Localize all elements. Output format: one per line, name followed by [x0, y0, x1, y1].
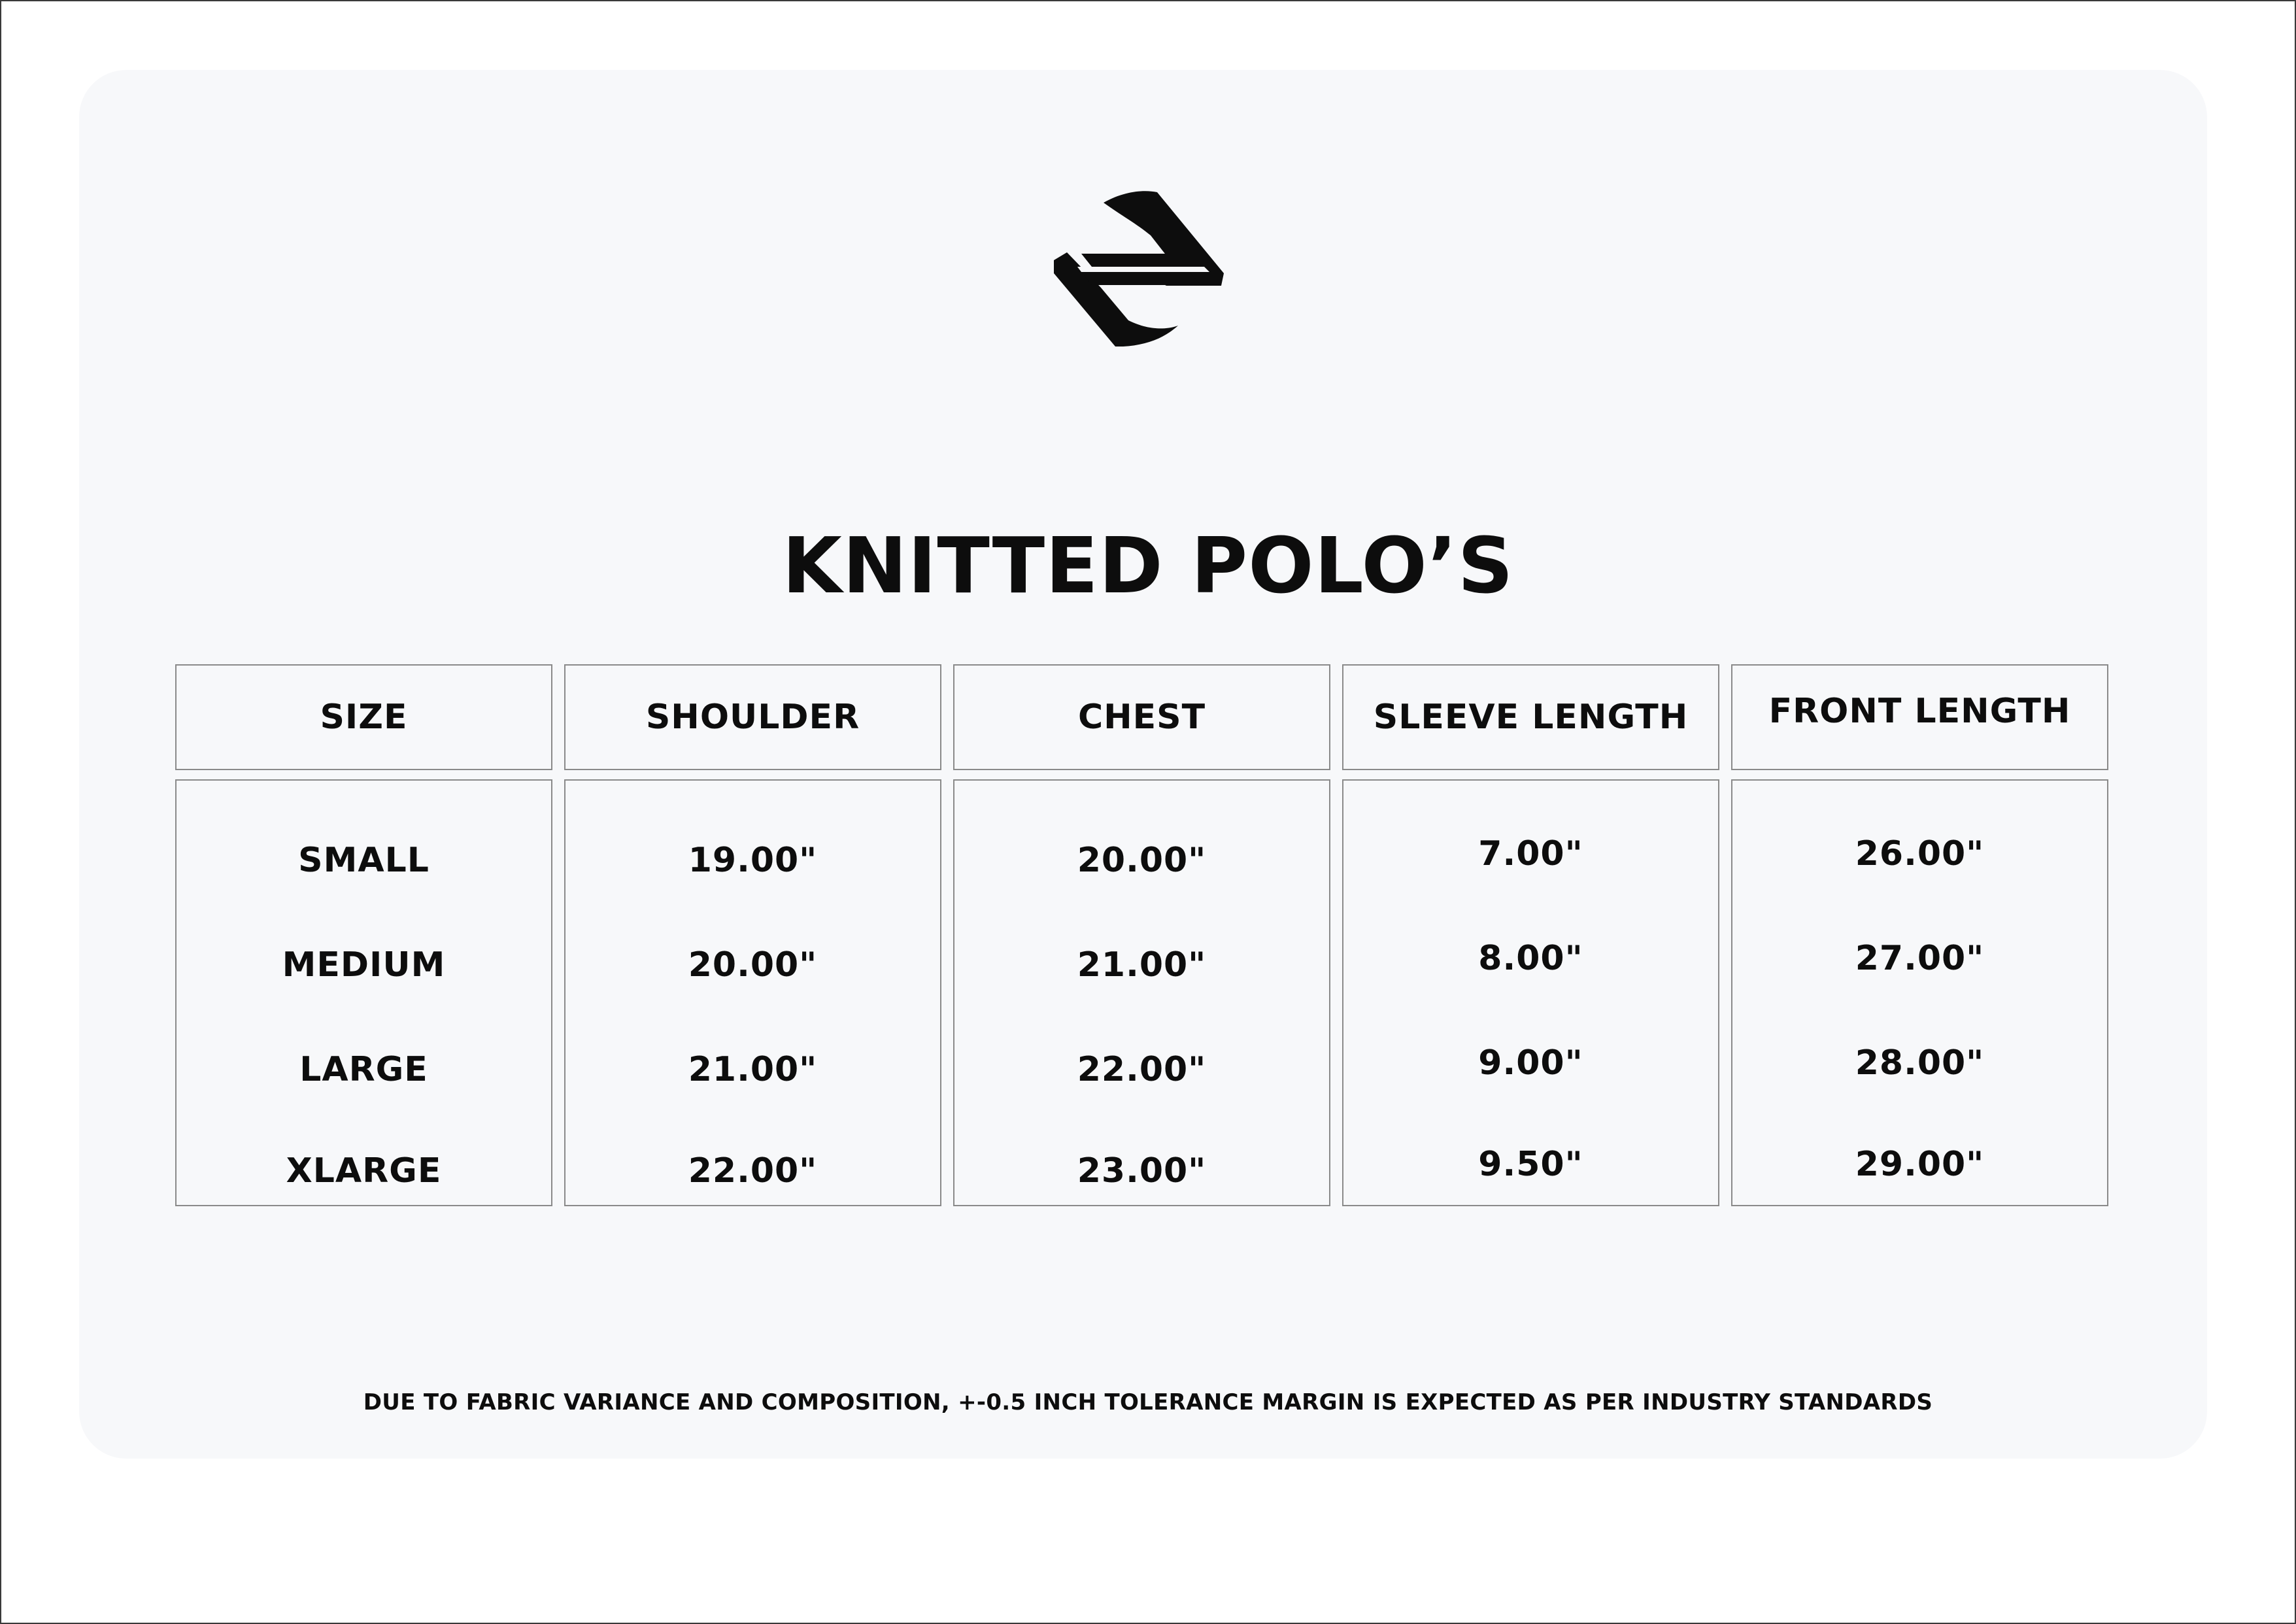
cell-front-large: 28.00"	[1855, 1043, 1985, 1083]
cell-chest-medium: 21.00"	[1077, 945, 1207, 985]
column-sleeve-length	[1342, 779, 1719, 1206]
column-front-length	[1731, 779, 2108, 1206]
header-chest-label: CHEST	[1077, 698, 1206, 737]
cell-size-large: LARGE	[299, 1050, 428, 1089]
header-front-length	[1731, 664, 2108, 770]
cell-shoulder-xlarge: 22.00"	[688, 1151, 818, 1191]
header-shoulder-label: SHOULDER	[645, 698, 860, 737]
cell-shoulder-small: 19.00"	[688, 841, 818, 880]
page-title: KNITTED POLO’S	[782, 520, 1514, 611]
cell-front-xlarge: 29.00"	[1855, 1145, 1985, 1184]
cell-size-small: SMALL	[298, 841, 430, 880]
header-shoulder	[564, 664, 941, 770]
cell-chest-small: 20.00"	[1077, 841, 1207, 880]
cell-front-medium: 27.00"	[1855, 939, 1985, 978]
tolerance-footnote: DUE TO FABRIC VARIANCE AND COMPOSITION, +-0.5 INCH TOLERANCE MARGIN IS EXPECTED AS PER INDUSTRY STANDARDS	[363, 1389, 1933, 1415]
header-chest	[953, 664, 1330, 770]
cell-shoulder-medium: 20.00"	[688, 945, 818, 985]
header-size-label: SIZE	[320, 698, 408, 737]
cell-shoulder-large: 21.00"	[688, 1050, 818, 1089]
brand-logo-icon	[1053, 190, 1229, 350]
header-size	[175, 664, 552, 770]
cell-size-xlarge: XLARGE	[286, 1151, 442, 1191]
cell-chest-large: 22.00"	[1077, 1050, 1207, 1089]
cell-front-small: 26.00"	[1855, 834, 1985, 873]
header-front-length-label: FRONT LENGTH	[1768, 692, 2071, 731]
cell-sleeve-large: 9.00"	[1478, 1043, 1583, 1083]
cell-size-medium: MEDIUM	[282, 945, 446, 985]
cell-sleeve-xlarge: 9.50"	[1478, 1145, 1583, 1184]
column-shoulder	[564, 779, 941, 1206]
column-chest	[953, 779, 1330, 1206]
header-sleeve-length	[1342, 664, 1719, 770]
cell-sleeve-medium: 8.00"	[1478, 939, 1583, 978]
header-sleeve-length-label: SLEEVE LENGTH	[1373, 698, 1689, 737]
cell-chest-xlarge: 23.00"	[1077, 1151, 1207, 1191]
cell-sleeve-small: 7.00"	[1478, 834, 1583, 873]
column-size	[175, 779, 552, 1206]
